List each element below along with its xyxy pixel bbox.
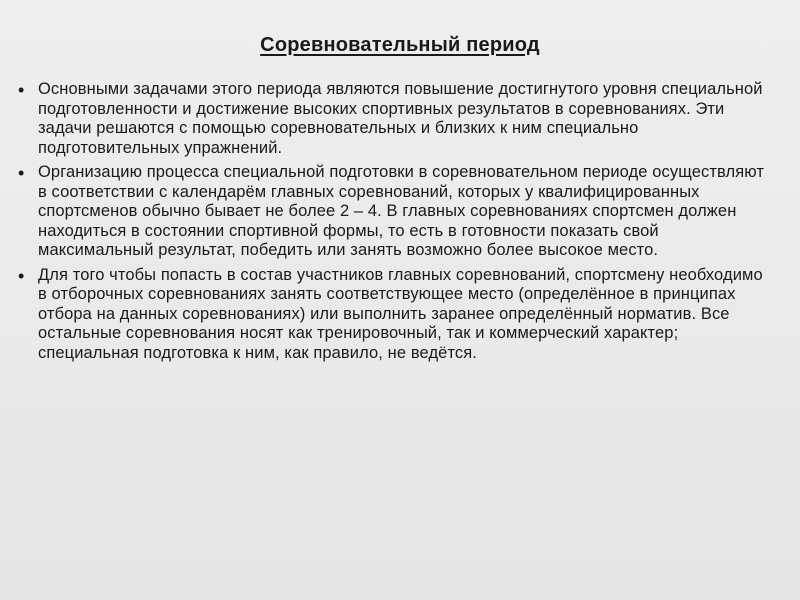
list-item — [16, 163, 776, 261]
bullet-text: Основными задачами этого периода являются повышение достигнутого уровня специальной подготовленности и достижение высоких спортивных результатов в соревнованиях. Эти задачи решаются с помощью соревновательных и близких к ним специально подготовительных упражнений. — [38, 80, 763, 157]
list-item — [16, 80, 776, 158]
bullet-icon: • — [18, 163, 25, 183]
bullet-icon: • — [18, 265, 25, 286]
bullet-list — [16, 80, 776, 368]
list-item — [16, 266, 776, 364]
bullet-text: Для того чтобы попасть в состав участников главных соревнований, спортсмену необходимо в отборочных соревнованиях занять соответствующее место (определённое в принципах отбора на данных соревнованиях) или выполнить заранее определённый норматив. Все остальные соревнования носят как тренировочный, так и коммерческий характер; специальная подготовка к ним, как правило, не ведётся. — [38, 265, 763, 362]
bullet-icon: • — [18, 80, 25, 100]
bullet-text: Организацию процесса специальной подготовки в соревновательном периоде осуществляют в соответствии с календарём главных соревнований, которых у квалифицированных спортсменов обычно бывает не более 2 – 4. В главных соревнованиях спортсмен должен находиться в состоянии спортивной формы, то есть в готовности показать свой максимальный результат, победить или занять возможно более высокое место. — [38, 163, 765, 259]
slide-title: Соревновательный период — [260, 34, 540, 56]
